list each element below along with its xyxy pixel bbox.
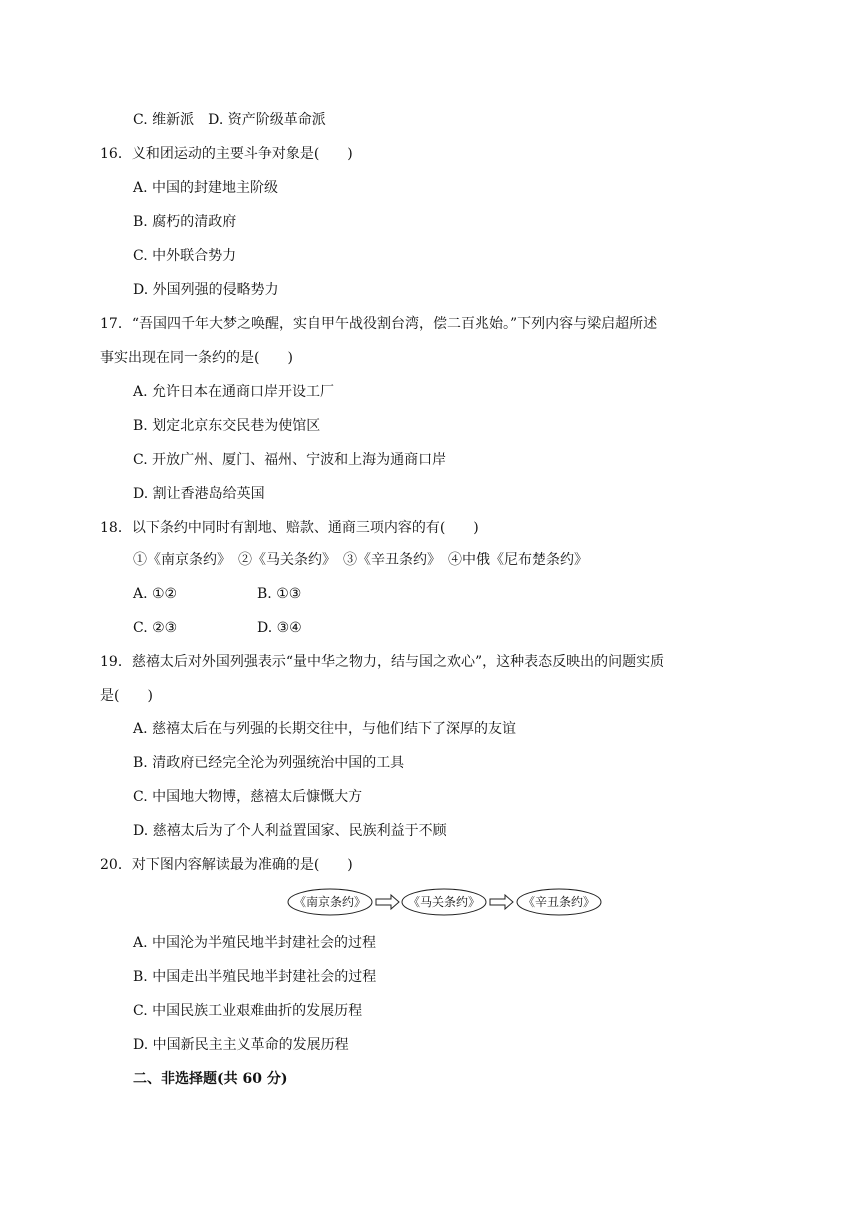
q18-option-b: B. ①③ <box>257 586 302 602</box>
q16-stem: 16．义和团运动的主要斗争对象是( ) <box>100 146 353 162</box>
q18-option-d: D. ③④ <box>257 620 302 636</box>
q17-stem-line2: 事实出现在同一条约的是( ) <box>100 350 293 366</box>
q16-option-a: A. 中国的封建地主阶级 <box>133 180 279 196</box>
q17-option-d: D. 割让香港岛给英国 <box>133 486 265 502</box>
treaty-label-3: 《辛丑条约》 <box>522 895 596 909</box>
section-heading: 二、非选择题(共 60 分) <box>133 1071 288 1087</box>
q19-option-c: C. 中国地大物博，慈禧太后慷慨大方 <box>133 789 363 805</box>
q16-option-d: D. 外国列强的侵略势力 <box>133 282 279 298</box>
treaty-label-1: 《南京条约》 <box>293 895 367 909</box>
q20-stem: 20．对下图内容解读最为准确的是( ) <box>100 857 353 873</box>
q15-option-d: D. 资产阶级革命派 <box>208 112 326 128</box>
q17-option-b: B. 划定北京东交民巷为使馆区 <box>133 418 321 434</box>
q16-option-b: B. 腐朽的清政府 <box>133 214 237 230</box>
q17-option-a: A. 允许日本在通商口岸开设工厂 <box>133 384 335 400</box>
q20-option-b: B. 中国走出半殖民地半封建社会的过程 <box>133 969 377 985</box>
q19-stem-line2: 是( ) <box>100 688 153 704</box>
q19-stem-line1: 19．慈禧太后对外国列强表示“量中华之物力，结与国之欢心”，这种表态反映出的问题实质 <box>100 654 665 670</box>
q16-option-c: C. 中外联合势力 <box>133 248 237 264</box>
q15-option-c: C. 维新派 <box>133 112 195 128</box>
q17-option-c: C. 开放广州、厦门、福州、宁波和上海为通商口岸 <box>133 452 447 468</box>
q15-option-c-d <box>133 110 326 130</box>
q20-option-c: C. 中国民族工业艰难曲折的发展历程 <box>133 1003 363 1019</box>
q18-option-c: C. ②③ <box>133 620 178 636</box>
q19-option-a: A. 慈禧太后在与列强的长期交往中，与他们结下了深厚的友谊 <box>133 721 517 737</box>
q19-option-b: B. 清政府已经完全沦为列强统治中国的工具 <box>133 755 405 771</box>
q18-stem: 18．以下条约中同时有割地、赔款、通商三项内容的有( ) <box>100 520 479 536</box>
q19-option-d: D. 慈禧太后为了个人利益置国家、民族利益于不顾 <box>133 823 447 839</box>
arrow-icon <box>490 895 513 909</box>
arrow-icon <box>376 895 399 909</box>
q18-items: ①《南京条约》 ②《马关条约》 ③《辛丑条约》 ④中俄《尼布楚条约》 <box>133 552 588 568</box>
treaty-label-2: 《马关条约》 <box>407 895 481 909</box>
q18-option-a: A. ①② <box>133 586 178 602</box>
q20-option-d: D. 中国新民主主义革命的发展历程 <box>133 1037 349 1053</box>
q17-stem-line1: 17．“吾国四千年大梦之唤醒，实自甲午战役割台湾，偿二百兆始。”下列内容与梁启超所述 <box>100 316 658 332</box>
treaty-sequence-diagram <box>287 888 607 918</box>
q20-option-a: A. 中国沦为半殖民地半封建社会的过程 <box>133 935 377 951</box>
